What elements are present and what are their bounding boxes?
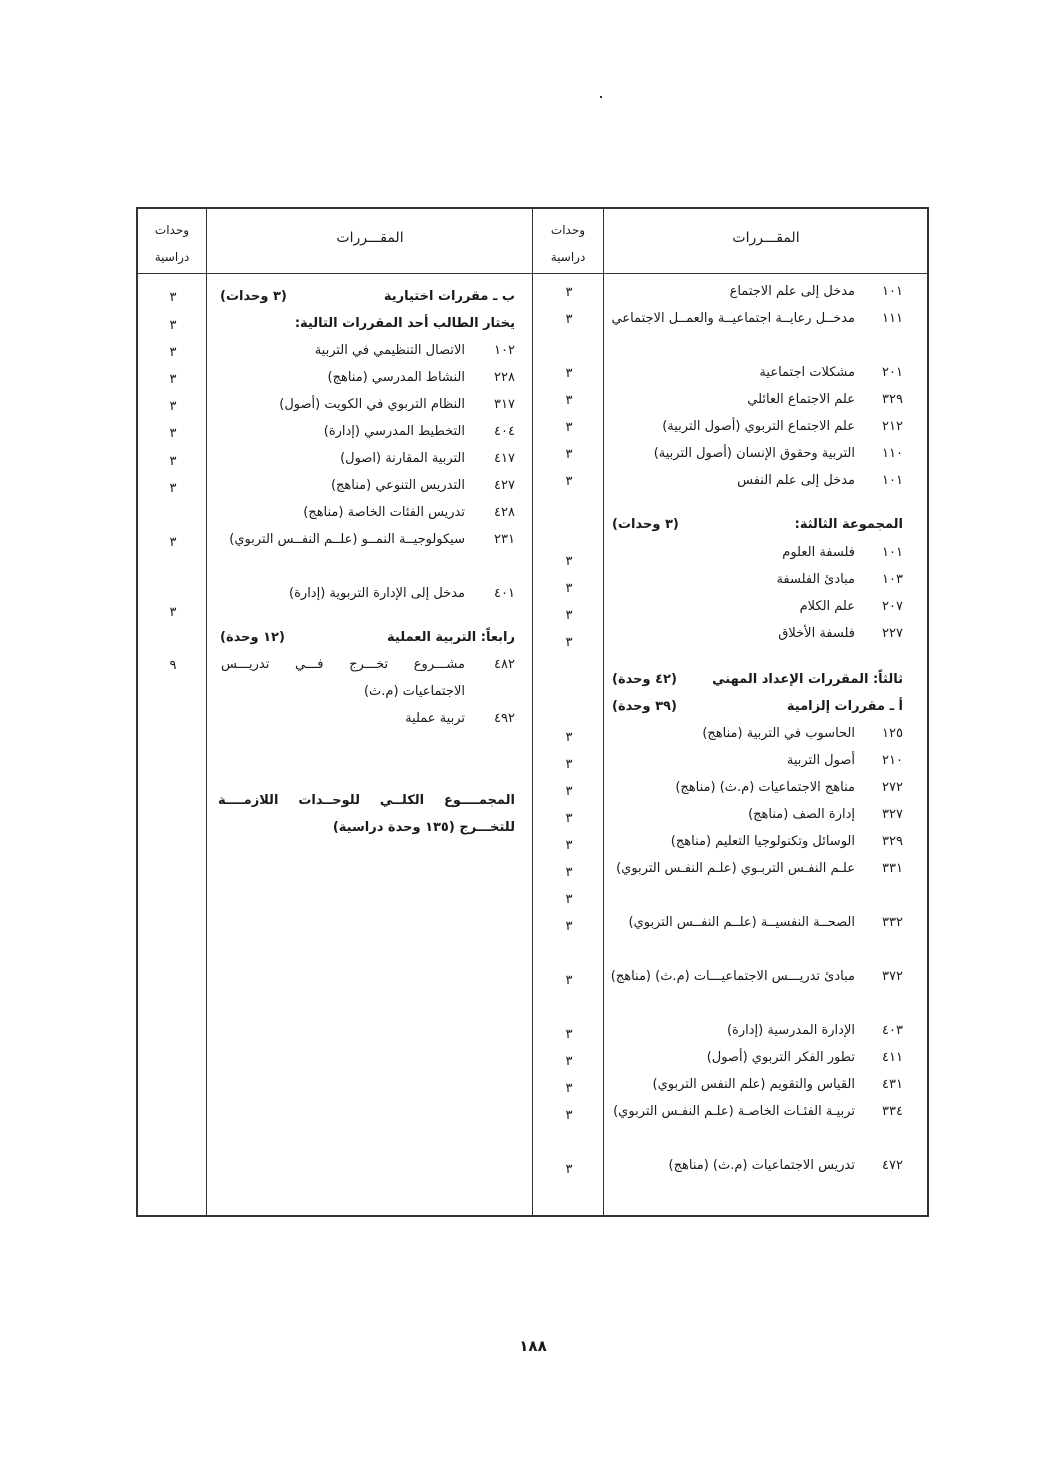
unit-count: ٣ bbox=[169, 454, 177, 469]
unit-count: ٣ bbox=[565, 730, 573, 745]
course-code: ١١٠ bbox=[882, 446, 903, 461]
course-code: ١٠٢ bbox=[494, 343, 515, 358]
unit-count: ٣ bbox=[565, 973, 573, 988]
course-code: ٤٢٨ bbox=[494, 505, 515, 520]
course-title: تربيـة الفئـات الخاصـة (علـم النفـس التربوي) bbox=[613, 1104, 855, 1119]
unit-count: ٣ bbox=[565, 1108, 573, 1123]
course-code: ٤٧٢ bbox=[882, 1158, 903, 1173]
course-code: ٤٠١ bbox=[494, 586, 515, 601]
units-note: (٤٢ وحدة) bbox=[612, 672, 677, 687]
course-code: ٣٣٤ bbox=[882, 1104, 903, 1119]
course-code: ٤٣١ bbox=[882, 1077, 903, 1092]
unit-count: ٣ bbox=[169, 318, 177, 333]
course-code: ٤١٧ bbox=[494, 451, 515, 466]
course-title: الاتصال التنظيمي في التربية bbox=[314, 343, 465, 358]
units-note: (١٢ وحدة) bbox=[220, 630, 285, 645]
course-code: ٣٣٢ bbox=[882, 915, 903, 930]
course-code: ١٠١ bbox=[882, 545, 903, 560]
unit-count: ٣ bbox=[565, 1054, 573, 1069]
course-title: التخطيط المدرسي (إدارة) bbox=[323, 424, 465, 439]
course-title: النظام التربوي في الكويت (أصول) bbox=[279, 397, 465, 412]
unit-count: ٣ bbox=[169, 605, 177, 620]
stray-dot bbox=[600, 96, 602, 98]
course-title: التربية وحقوق الإنسان (أصول التربية) bbox=[653, 446, 855, 461]
course-title: مدخل إلى علم الاجتماع bbox=[729, 284, 855, 299]
unit-count: ٣ bbox=[169, 481, 177, 496]
course-title: مبادئ الفلسفة bbox=[776, 572, 855, 587]
course-code: ١٠٣ bbox=[882, 572, 903, 587]
unit-count: ٣ bbox=[565, 554, 573, 569]
course-code: ٢١٠ bbox=[882, 753, 903, 768]
course-code: ٤١١ bbox=[882, 1050, 903, 1065]
course-code: ٢٧٢ bbox=[882, 780, 903, 795]
course-code: ٤٨٢ bbox=[494, 657, 515, 672]
left-units-header: وحدات دراسية bbox=[154, 223, 190, 264]
course-code: ٤٠٣ bbox=[882, 1023, 903, 1038]
unit-count: ٩ bbox=[169, 658, 177, 673]
course-code: ١١١ bbox=[882, 311, 903, 326]
course-code: ٢٢٧ bbox=[882, 626, 903, 641]
unit-count: ٣ bbox=[565, 608, 573, 623]
course-title: مبادئ تدريـــس الاجتماعيـــات (م.ث) (مناهج) bbox=[610, 969, 855, 984]
course-code: ٢١٢ bbox=[882, 419, 903, 434]
heading-text: يختار الطالب أحد المقررات التالية: bbox=[294, 316, 515, 331]
course-table bbox=[136, 207, 929, 1217]
unit-count: ٣ bbox=[565, 838, 573, 853]
course-code: ٢٢٨ bbox=[494, 370, 515, 385]
course-title: علم الاجتماع التربوي (أصول التربية) bbox=[662, 419, 855, 434]
course-code: ٤٩٢ bbox=[494, 711, 515, 726]
course-code: ١٠١ bbox=[882, 284, 903, 299]
heading-text: أ ـ مقررات إلزامية bbox=[786, 699, 903, 714]
course-title: إدارة الصف (مناهج) bbox=[748, 807, 855, 822]
course-code: ٣٢٩ bbox=[882, 834, 903, 849]
course-title: القياس والتقويم (علم النفس التربوي) bbox=[652, 1077, 855, 1092]
unit-count: ٣ bbox=[169, 535, 177, 550]
course-title: مدخل إلى علم النفس bbox=[737, 473, 855, 488]
course-title: الوسائل وتكنولوجيا التعليم (مناهج) bbox=[670, 834, 855, 849]
unit-count: ٣ bbox=[169, 372, 177, 387]
unit-count: ٣ bbox=[565, 635, 573, 650]
unit-count: ٣ bbox=[565, 919, 573, 934]
unit-count: ٣ bbox=[565, 1081, 573, 1096]
course-title: تطور الفكر التربوي (أصول) bbox=[706, 1050, 855, 1065]
course-title: الإدارة المدرسية (إدارة) bbox=[726, 1023, 855, 1038]
heading-text: رابعاً: التربية العملية bbox=[387, 630, 515, 645]
unit-count: ٣ bbox=[565, 1162, 573, 1177]
course-title: النشاط المدرسي (مناهج) bbox=[327, 370, 465, 385]
heading-text: المجموعة الثالثة: bbox=[794, 517, 903, 532]
course-code: ١٠١ bbox=[882, 473, 903, 488]
course-title: مشـــروع تخـــرج فـــي تدريـــس الاجتماعيات (م.ث) bbox=[221, 657, 465, 699]
course-title: مدخــل رعايــة اجتماعيــة والعمــل الاجتماعي bbox=[611, 311, 855, 326]
unit-count: ٣ bbox=[565, 757, 573, 772]
unit-count: ٣ bbox=[565, 366, 573, 381]
course-code: ٣١٧ bbox=[494, 397, 515, 412]
unit-count: ٣ bbox=[169, 426, 177, 441]
course-code: ٣٢٧ bbox=[882, 807, 903, 822]
unit-count: ٣ bbox=[565, 865, 573, 880]
course-code: ٢٠١ bbox=[882, 365, 903, 380]
course-code: ٣٧٢ bbox=[882, 969, 903, 984]
course-code: ٣٣١ bbox=[882, 861, 903, 876]
unit-count: ٣ bbox=[169, 399, 177, 414]
unit-count: ٣ bbox=[565, 474, 573, 489]
unit-count: ٣ bbox=[565, 393, 573, 408]
course-title: التدريس التنوعي (مناهج) bbox=[330, 478, 465, 493]
unit-count: ٣ bbox=[565, 892, 573, 907]
page-number: ١٨٨ bbox=[519, 1337, 547, 1355]
course-title: علـم النفـس التربـوي (علـم النفـس التربوي) bbox=[616, 861, 855, 876]
course-title: أصول التربية bbox=[786, 753, 855, 768]
course-title: تدريس الاجتماعيات (م.ث) (مناهج) bbox=[668, 1158, 855, 1173]
unit-count: ٣ bbox=[565, 312, 573, 327]
units-note: (٣ وحدات) bbox=[220, 289, 287, 304]
heading-text: ب ـ مقررات اختيارية bbox=[383, 289, 515, 304]
unit-count: ٣ bbox=[169, 290, 177, 305]
unit-count: ٣ bbox=[565, 420, 573, 435]
unit-count: ٣ bbox=[565, 784, 573, 799]
heading-text: المجمــــوع الكلــي للوحــدات اللازمــــة للتخـــرج (١٣٥ وحدة دراسية) bbox=[218, 793, 515, 835]
course-title: التربية المقارنة (اصول) bbox=[340, 451, 465, 466]
header-divider bbox=[138, 273, 927, 274]
course-title: فلسفة الأخلاق bbox=[778, 626, 855, 641]
unit-count: ٣ bbox=[565, 447, 573, 462]
unit-count: ٣ bbox=[565, 285, 573, 300]
unit-count: ٣ bbox=[565, 581, 573, 596]
column-divider bbox=[206, 209, 207, 1215]
course-code: ٤٠٤ bbox=[494, 424, 515, 439]
units-note: (٣٩ وحدة) bbox=[612, 699, 677, 714]
units-note: (٣ وحدات) bbox=[612, 517, 679, 532]
heading-text: ثالثاً: المقررات الإعداد المهني bbox=[712, 672, 903, 687]
unit-count: ٣ bbox=[565, 811, 573, 826]
course-title: تدريس الفئات الخاصة (مناهج) bbox=[303, 505, 465, 520]
right-units-header: وحدات دراسية bbox=[550, 223, 586, 264]
course-title: سيكولوجيــة النمــو (علــم النفــس التربوي) bbox=[229, 532, 465, 547]
course-title: الصحــة النفسيــة (علــم النفــس التربوي) bbox=[628, 915, 855, 930]
course-title: مشكلات اجتماعية bbox=[759, 365, 855, 380]
course-code: ٢٠٧ bbox=[882, 599, 903, 614]
course-code: ٢٣١ bbox=[494, 532, 515, 547]
course-code: ٤٢٧ bbox=[494, 478, 515, 493]
course-code: ٣٢٩ bbox=[882, 392, 903, 407]
course-title: مناهج الاجتماعيات (م.ث) (مناهج) bbox=[675, 780, 855, 795]
unit-count: ٣ bbox=[565, 1027, 573, 1042]
right-courses-header: المقـــررات bbox=[732, 230, 800, 246]
course-title: الحاسوب في التربية (مناهج) bbox=[702, 726, 855, 741]
left-courses-header: المقـــررات bbox=[336, 230, 404, 246]
course-title: تربية عملية bbox=[405, 711, 465, 726]
column-divider bbox=[532, 209, 533, 1215]
course-title: علم الكلام bbox=[799, 599, 855, 614]
course-title: علم الاجتماع العائلي bbox=[747, 392, 855, 407]
course-title: مدخل إلى الإدارة التربوية (إدارة) bbox=[289, 586, 465, 601]
unit-count: ٣ bbox=[169, 345, 177, 360]
course-code: ١٢٥ bbox=[882, 726, 903, 741]
course-title: فلسفة العلوم bbox=[782, 545, 855, 560]
